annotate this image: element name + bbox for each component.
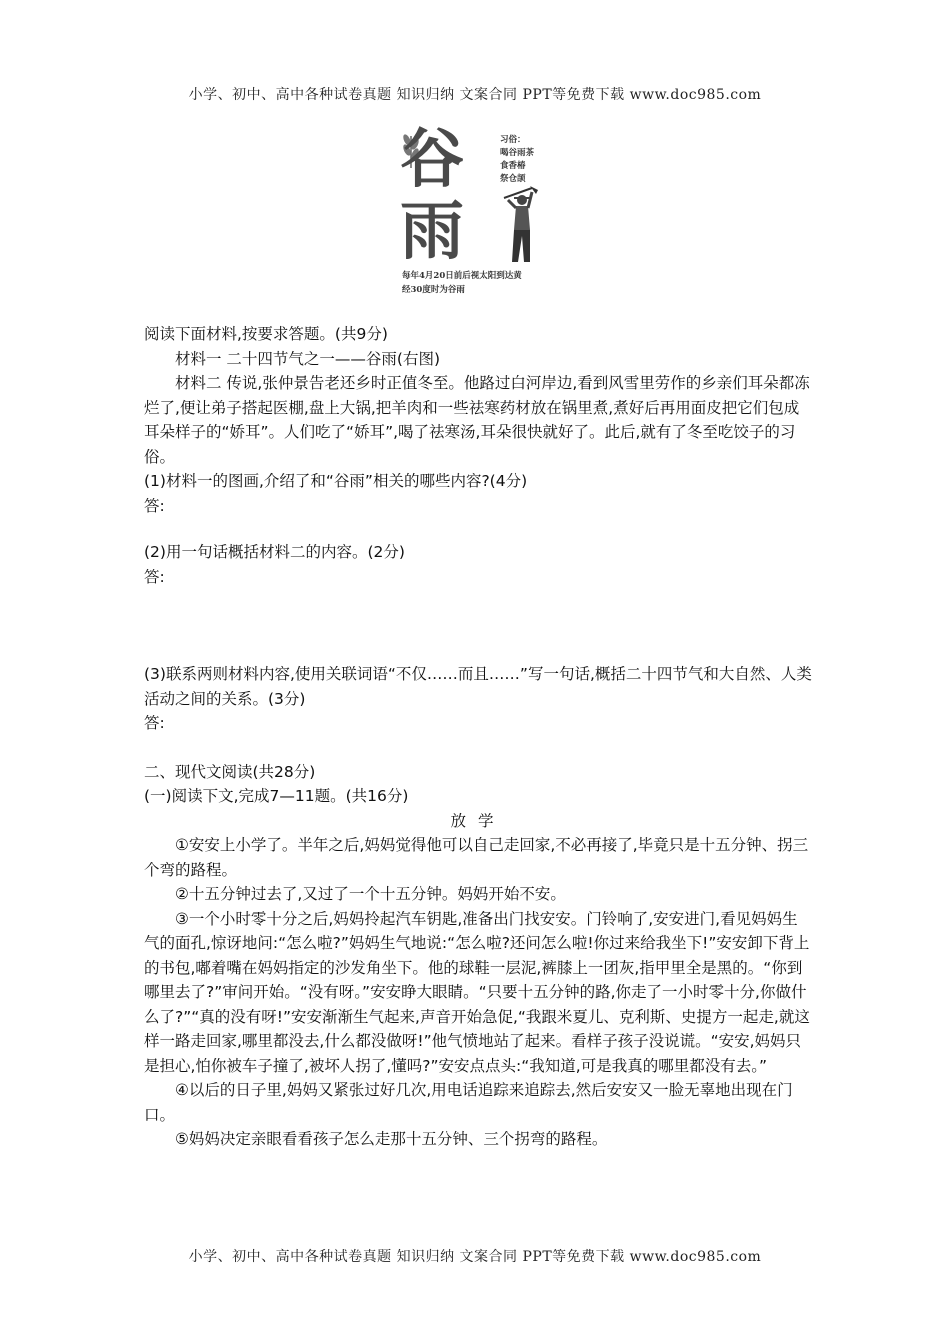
- poster-char-yu: 雨: [400, 194, 464, 269]
- answer-label: 答:: [144, 567, 165, 586]
- article-paragraph: ②十五分钟过去了,又过了一个十五分钟。妈妈开始不安。: [175, 885, 566, 903]
- page-header: 小学、初中、高中各种试卷真题 知识归纳 文案合同 PPT等免费下载 www.doc985.com: [188, 87, 762, 103]
- farmer-illustration: [496, 186, 542, 266]
- section1-intro: 阅读下面材料,按要求答题。(共9分): [144, 325, 388, 343]
- article-paragraph: ③一个小时零十分之后,妈妈拎起汽车钥匙,准备出门找安安。门铃响了,安安进门,看见妈妈生气的面孔,惊讶地问:“怎么啦?”妈妈生气地说:“怎么啦?还问怎么啦!你过来给我坐下!”安安卸下背上的书包,嘟着嘴在妈妈指定的沙发角坐下。他的球鞋一层泥,裤膝上一团灰,指甲里全是黑的。“你到哪里去了?”审问开始。“没有呀。”安安睁大眼睛。“只要十五分钟的路,你走了一小时零十分,你做什么了?”“真的没有呀!”安安渐渐生气起来,声音开始急促,“我跟米夏儿、克利斯、史提方一起走,就这样一路走回家,哪里都没去,什么都没做呀!”他气愤地站了起来。看样子孩子没说谎。“安安,妈妈只是担心,怕你被车子撞了,被坏人拐了,懂吗?”安安点点头:“我知道,可是我真的哪里都没有去。”: [144, 909, 810, 1075]
- caption-line: 经30度时为谷雨: [402, 285, 465, 295]
- answer-label: 答:: [144, 496, 165, 515]
- article-paragraph: ⑤妈妈决定亲眼看看孩子怎么走那十五分钟、三个拐弯的路程。: [175, 1130, 608, 1148]
- question-2: (2)用一句话概括材料二的内容。(2分): [144, 543, 405, 561]
- guyu-poster: [396, 124, 556, 302]
- customs-line: 祭仓颉: [500, 174, 526, 184]
- poster-customs: [500, 134, 534, 186]
- customs-line: 习俗：: [500, 135, 526, 145]
- document-body: [144, 322, 812, 1152]
- article-paragraph: ④以后的日子里,妈妈又紧张过好几次,用电话追踪来追踪去,然后安安又一脸无辜地出现在门口。: [144, 1081, 793, 1124]
- answer-label: 答:: [144, 714, 165, 732]
- poster-char-gu: 谷: [400, 122, 464, 197]
- article-paragraph: ①安安上小学了。半年之后,妈妈觉得他可以自己走回家,不必再接了,毕竟只是十五分钟、拐三个弯的路程。: [144, 836, 809, 879]
- page-footer: 小学、初中、高中各种试卷真题 知识归纳 文案合同 PPT等免费下载 www.doc985.com: [188, 1249, 762, 1265]
- poster-caption: [402, 269, 562, 297]
- material-one: 材料一 二十四节气之一——谷雨(右图): [175, 349, 441, 368]
- article-title: 放学: [450, 811, 506, 830]
- customs-line: 喝谷雨茶: [500, 148, 535, 158]
- material-two: 材料二 传说,张仲景告老还乡时正值冬至。他路过白河岸边,看到风雪里劳作的乡亲们耳朵都冻烂了,便让弟子搭起医棚,盘上大锅,把羊肉和一些祛寒药材放在锅里煮,煮好后再用面皮把它们包成耳朵样子的“娇耳”。人们吃了“娇耳”,喝了祛寒汤,耳朵很快就好了。此后,就有了冬至吃饺子的习俗。: [144, 374, 810, 466]
- section2-heading: 二、现代文阅读(共28分): [144, 762, 316, 781]
- caption-line: 每年4月20日前后视太阳到达黄: [402, 271, 522, 281]
- section2-subheading: (一)阅读下文,完成7—11题。(共16分): [144, 787, 409, 805]
- question-1: (1)材料一的图画,介绍了和“谷雨”相关的哪些内容?(4分): [144, 472, 528, 490]
- question-3: (3)联系两则材料内容,使用关联词语“不仅……而且……”写一句话,概括二十四节气和大自然、人类活动之间的关系。(3分): [144, 665, 812, 708]
- customs-line: 食香椿: [500, 161, 526, 171]
